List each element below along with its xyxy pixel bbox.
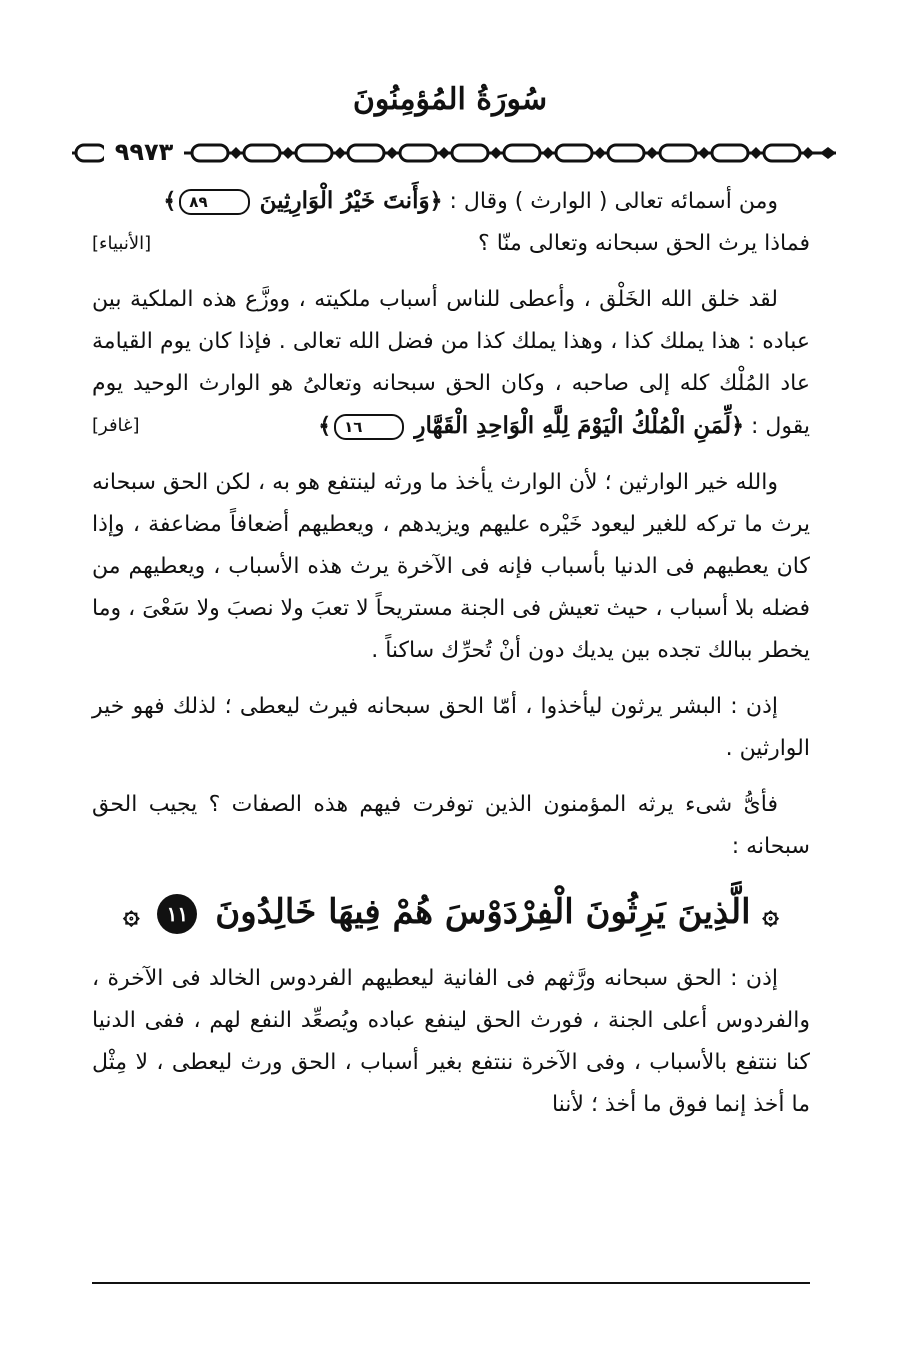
ornamental-header-rule [72, 140, 836, 166]
verse-ornament-icon: ۞ [123, 897, 140, 930]
paragraph-2 [92, 279, 810, 448]
ayah-number: ٨٩ [179, 189, 249, 215]
quran-quote: وَأَنتَ خَيْرُ الْوَارِثِينَ [259, 187, 430, 214]
quran-close-bracket: ﴾ [318, 413, 332, 439]
paragraph-2-text: لقد خلق الله الخَلْق ، وأعطى للناس أسباب ملكيته ، ووزَّع هذه الملكية بين عباده : هذا يملك كذا ، وهذا يملك كذا من فضل الله تعالى . فإذا كان يوم القيامة عاد المُلْك كله إلى صاحبه ، وكان الحق سبحانه وتعالىُ هو الوارث الوحيد يوم يقول : [92, 287, 810, 439]
paragraph-6: إذن : الحق سبحانه ورَّثهم فى الفانية ليعطيهم الفردوس الخالد فى الآخرة ، والفردوس أعلى الجنة ، فورث الحق لينفع عباده ويُصعِّد النفع لهم ، ففى الدنيا كنا ننتفع بالأسباب ، وفى الآخرة ننتفع بغير أسباب ، الحق ورث ليعطى ، لا مِثْل ما أخذ إنما فوق ما أخذ ؛ لأننا [92, 966, 810, 1117]
quran-open-bracket: ﴿ [429, 188, 443, 214]
surah-reference: [الأنبياء] [92, 233, 152, 254]
featured-verse [92, 882, 810, 944]
page-number: ٩٩٧٣ [104, 137, 184, 167]
quran-quote: لِّمَنِ الْمُلْكُ الْيَوْمَ لِلَّهِ الْوَاحِدِ الْقَهَّارِ [414, 412, 732, 439]
paragraph-1-text-b: فماذا يرث الحق سبحانه وتعالى منّا ؟ [478, 231, 810, 256]
paragraph-3: والله خير الوارثين ؛ لأن الوارث يأخذ ما ورثه لينتفع هو به ، لكن الحق سبحانه يرث ما تركه للغير ليعود خَيْره عليهم ويزيدهم ، ويعطيهم أضعافاً مضاعفة ، وإذا كان يعطيهم فى الدنيا بأسباب فإنه فى الآخرة يرث هذه الأسباب ، ويعطيهم من فضله بلا أسباب ، حيث تعيش فى الجنة مستريحاً لا تعبَ ولا نصبَ ولا سَعْىَ ، وما يخطر ببالك تجده بين يديك دون أنْ تُحرِّك ساكناً . [92, 470, 810, 663]
verse-text: الَّذِينَ يَرِثُونَ الْفِرْدَوْسَ هُمْ فِيهَا خَالِدُونَ [215, 892, 751, 932]
surah-title: سُورَةُ المُؤمِنُونَ [352, 82, 548, 117]
verse-ayah-number: ١١ [157, 894, 197, 934]
paragraph-5: فأىُّ شىء يرثه المؤمنون الذين توفرت فيهم هذه الصفات ؟ يجيب الحق سبحانه : [92, 792, 810, 859]
paragraph-1-text: ومن أسمائه تعالى ( الوارث ) وقال : [449, 189, 778, 214]
quran-close-bracket: ﴾ [163, 188, 177, 214]
paragraph-4: إذن : البشر يرثون ليأخذوا ، أمّا الحق سبحانه فيرث ليعطى ؛ لذلك فهو خير الوارثين . [92, 694, 810, 761]
paragraph-1 [92, 180, 810, 265]
quran-open-bracket: ﴿ [731, 413, 744, 439]
surah-reference: [غافر] [92, 415, 140, 436]
page-body [92, 180, 810, 1140]
ayah-number: ١٦ [334, 414, 404, 440]
footer-rule [92, 1282, 810, 1284]
verse-ornament-icon: ۞ [762, 897, 779, 930]
